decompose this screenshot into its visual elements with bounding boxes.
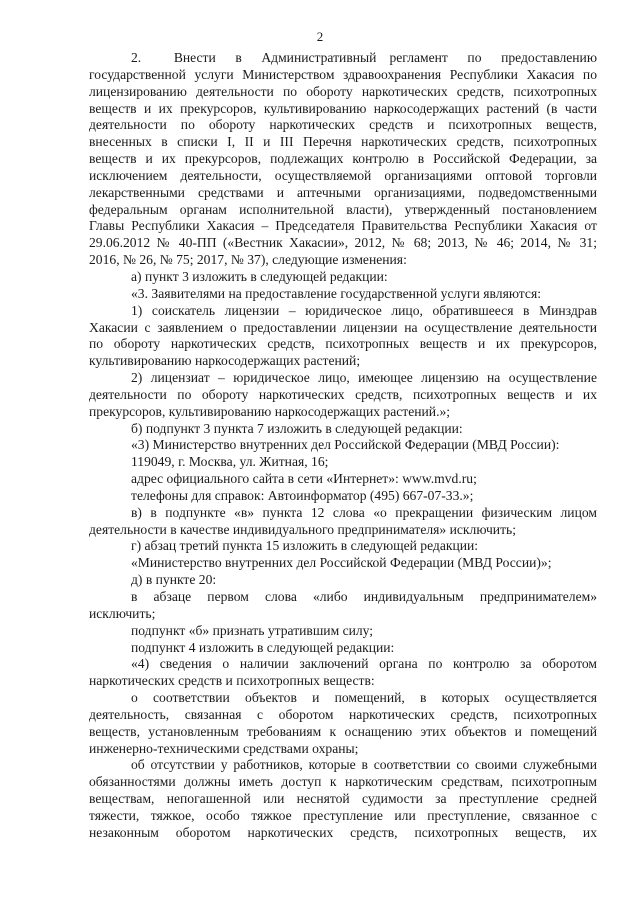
text-line: «4) сведения о наличии заключений органа по контролю за оборотом [131, 656, 597, 672]
text-line: д) в пункте 20: [131, 572, 217, 588]
paragraph [89, 690, 597, 757]
paragraph [89, 286, 597, 303]
paragraph [89, 421, 597, 438]
text-line: подпункт 4 изложить в следующей редакции: [131, 639, 395, 655]
paragraph [89, 269, 597, 286]
text-line: исключением деятельности, осуществляемой организациями оптовой торговли [89, 167, 597, 183]
paragraph [89, 656, 597, 690]
text-line: лицензированию деятельности по обороту наркотических средств, психотропных [89, 83, 597, 99]
text-line: об отсутствии у работников, которые в соответствии со своими служебными [131, 757, 597, 773]
text-line: подпункт «б» признать утратившим силу; [131, 622, 374, 638]
document-body [89, 50, 597, 842]
text-line: «3) Министерство внутренних дел Российской Федерации (МВД России): [131, 437, 560, 453]
text-line: внесенных в списки I, II и III Перечня наркотических средств, психотропных [89, 134, 597, 150]
text-line: незаконным оборотом наркотических средств, психотропных веществ, их [89, 824, 597, 840]
paragraph [89, 454, 597, 471]
paragraph [89, 538, 597, 555]
paragraph [89, 437, 597, 454]
text-line: «Министерство внутренних дел Российской Федерации (МВД России)»; [131, 555, 552, 571]
text-line: 1) соискатель лицензии – юридическое лицо, обратившееся в Минздрав [131, 302, 597, 318]
paragraph [89, 370, 597, 421]
text-line: лекарственными средствами и аптечными организациями, подведомственными [89, 184, 597, 200]
text-line: деятельности по обороту наркотических средств, психотропных веществ и их [89, 386, 597, 402]
text-line: веществ и их прекурсоров, культивированию наркосодержащих растений (в части [89, 100, 597, 116]
page-number: 2 [316, 29, 324, 44]
paragraph [89, 505, 597, 539]
text-line: 29.06.2012 № 40-ПП («Вестник Хакасии», 2012, № 68; 2013, № 46; 2014, № 31; [89, 235, 597, 251]
text-line: о соответствии объектов и помещений, в которых осуществляется [131, 690, 597, 706]
text-line: наркотических средств и психотропных веществ: [89, 673, 375, 689]
paragraph [89, 589, 597, 623]
text-line: а) пункт 3 изложить в следующей редакции: [131, 268, 388, 284]
text-line: инженерно-техническими средствами охраны; [89, 740, 359, 756]
text-line: Хакасии с заявлением о предоставлении лицензии на осуществление деятельности [89, 319, 597, 335]
paragraph [89, 640, 597, 657]
paragraph [89, 555, 597, 572]
text-line: обязанностями должны иметь доступ к наркотическим средствам, психотропным [89, 774, 597, 790]
text-line: б) подпункт 3 пункта 7 изложить в следующей редакции: [131, 420, 463, 436]
paragraph [89, 757, 597, 841]
text-line: государственной услуги Министерством здравоохранения Республики Хакасия по [89, 66, 597, 82]
paragraph [89, 50, 597, 269]
text-line: веществ, установленным требованиям к оснащению этих объектов и помещений [89, 723, 597, 739]
text-line: в абзаце первом слова «либо индивидуальным предпринимателем» [131, 589, 597, 604]
paragraph [89, 303, 597, 370]
text-line: деятельность, связанная с оборотом наркотических средств, психотропных [89, 706, 597, 722]
paragraph [89, 471, 597, 488]
text-line: адрес официального сайта в сети «Интернет»: www.mvd.ru; [131, 471, 477, 487]
text-line: Главы Республики Хакасия – Председателя Правительства Республики Хакасия от [89, 218, 597, 234]
text-line: 2016, № 26, № 75; 2017, № 37), следующие изменения: [89, 252, 407, 268]
paragraph [89, 488, 597, 505]
text-line: 2) лицензиат – юридическое лицо, имеющее лицензию на осуществление [131, 370, 597, 386]
text-line: 119049, г. Москва, ул. Житная, 16; [131, 454, 329, 470]
text-line: по обороту наркотических средств, психотропных веществ и их прекурсоров, [89, 336, 597, 352]
text-line: деятельности в качестве индивидуального предпринимателя» исключить; [89, 521, 516, 537]
text-line: культивированию наркосодержащих растений; [89, 353, 361, 369]
text-line: веществам, непогашенной или неснятой судимости за преступление средней [89, 791, 597, 807]
text-line: тяжести, тяжкое, особо тяжкое преступление или преступление, связанное с [89, 807, 597, 823]
text-line: «3. Заявителями на предоставление государственной услуги являются: [131, 285, 541, 301]
text-line: веществ и их прекурсоров, подлежащих контролю в Российской Федерации, за [89, 151, 597, 167]
text-line: г) абзац третий пункта 15 изложить в следующей редакции: [131, 538, 479, 554]
text-line: 2. Внести в Административный регламент по предоставлению [131, 50, 597, 65]
text-line: прекурсоров, культивированию наркосодержащих растений.»; [89, 403, 451, 419]
text-line: исключить; [89, 605, 156, 621]
paragraph [89, 572, 597, 589]
text-line: телефоны для справок: Автоинформатор (495) 667-07-33.»; [131, 487, 474, 503]
text-line: федеральным органам исполнительной власти), утвержденный постановлением [89, 201, 597, 217]
text-line: в) в подпункте «в» пункта 12 слова «о прекращении физическим лицом [131, 504, 597, 520]
paragraph [89, 623, 597, 640]
text-line: деятельности по обороту наркотических средств и психотропных веществ, [89, 117, 597, 133]
